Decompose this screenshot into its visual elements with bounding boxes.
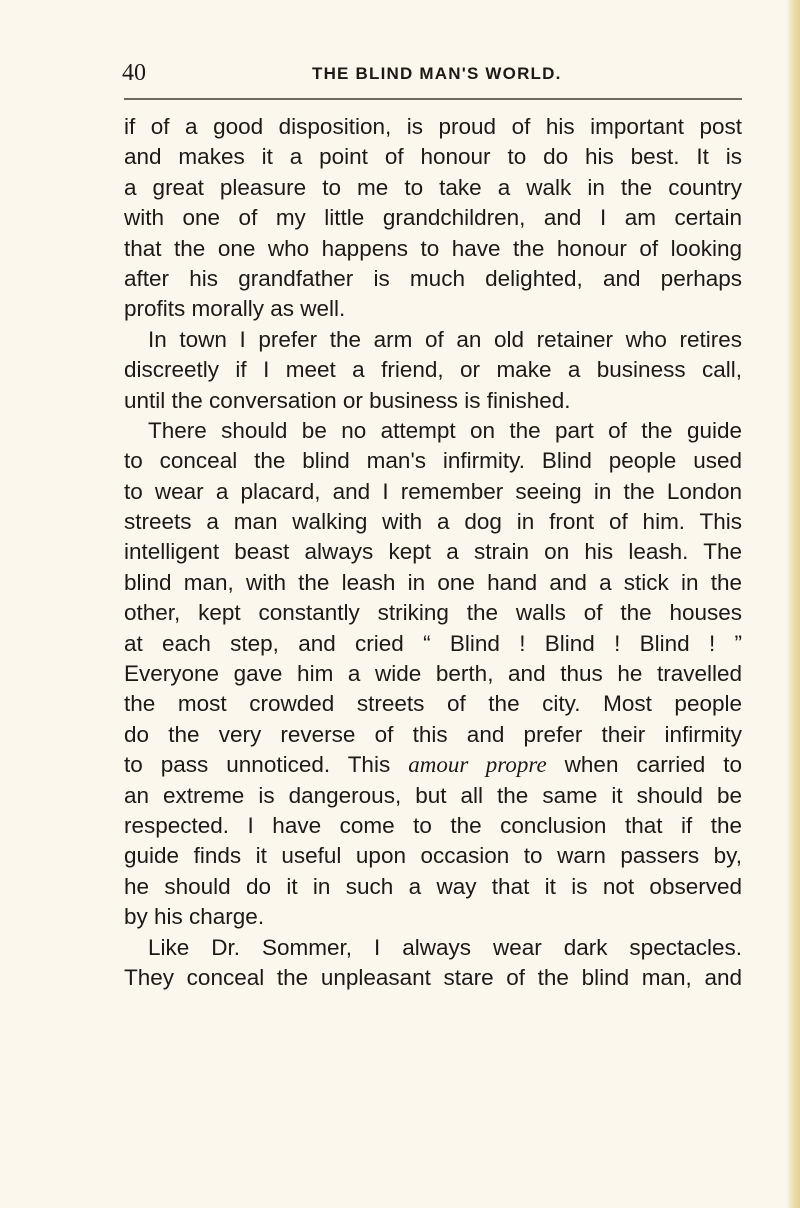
text-line: to wear a placard, and I remember seeing in the London (124, 478, 742, 504)
text-line: There should be no attempt on the part of the guide (148, 417, 742, 443)
text-line: until the conversation or business is finished. (124, 387, 571, 413)
page-edge-shadow (786, 0, 800, 1208)
text-line: They conceal the unpleasant stare of the blind man, and (124, 964, 742, 990)
text-segment: to pass unnoticed. This (124, 752, 391, 778)
text-line-with-italic (124, 750, 742, 780)
text-line: at each step, and cried “ Blind ! Blind ! Blind ! ” (124, 630, 742, 656)
text-line: In town I prefer the arm of an old retainer who retires (148, 326, 742, 352)
header-rule (124, 98, 742, 100)
text-line: blind man, with the leash in one hand and a stick in the (124, 569, 742, 595)
text-line: after his grandfather is much delighted, and perhaps (124, 265, 742, 291)
text-line: do the very reverse of this and prefer their infirmity (124, 721, 742, 747)
italic-phrase: amour propre (408, 752, 547, 778)
text-line: the most crowded streets of the city. Most people (124, 691, 742, 717)
text-line: and makes it a point of honour to do his best. It is (124, 144, 742, 170)
text-segment: when carried to (564, 752, 742, 778)
text-line: to conceal the blind man's infirmity. Blind people used (124, 448, 742, 474)
text-line: Everyone gave him a wide berth, and thus he travelled (124, 661, 742, 687)
text-line: guide finds it useful upon occasion to warn passers by, (124, 843, 742, 869)
text-line: intelligent beast always kept a strain on his leash. The (124, 539, 742, 565)
text-line: other, kept constantly striking the walls of the houses (124, 600, 742, 626)
text-line: Like Dr. Sommer, I always wear dark spectacles. (148, 934, 742, 960)
text-line: profits morally as well. (124, 296, 346, 322)
running-title: THE BLIND MAN'S WORLD. (312, 64, 562, 83)
text-line: an extreme is dangerous, but all the same it should be (124, 782, 742, 808)
text-line: he should do it in such a way that it is not observed (124, 873, 742, 899)
body-text (124, 112, 742, 993)
text-line: with one of my little grandchildren, and I am certain (124, 205, 742, 231)
text-line: discreetly if I meet a friend, or make a business call, (124, 357, 742, 383)
text-line: a great pleasure to me to take a walk in the country (124, 174, 742, 200)
running-head (122, 58, 742, 88)
text-line: streets a man walking with a dog in front of him. This (124, 509, 742, 535)
text-line: by his charge. (124, 904, 265, 930)
text-line: that the one who happens to have the honour of looking (124, 235, 742, 261)
text-line: if of a good disposition, is proud of his important post (124, 114, 742, 139)
page-number: 40 (122, 60, 146, 86)
text-line: respected. I have come to the conclusion that if the (124, 812, 742, 838)
